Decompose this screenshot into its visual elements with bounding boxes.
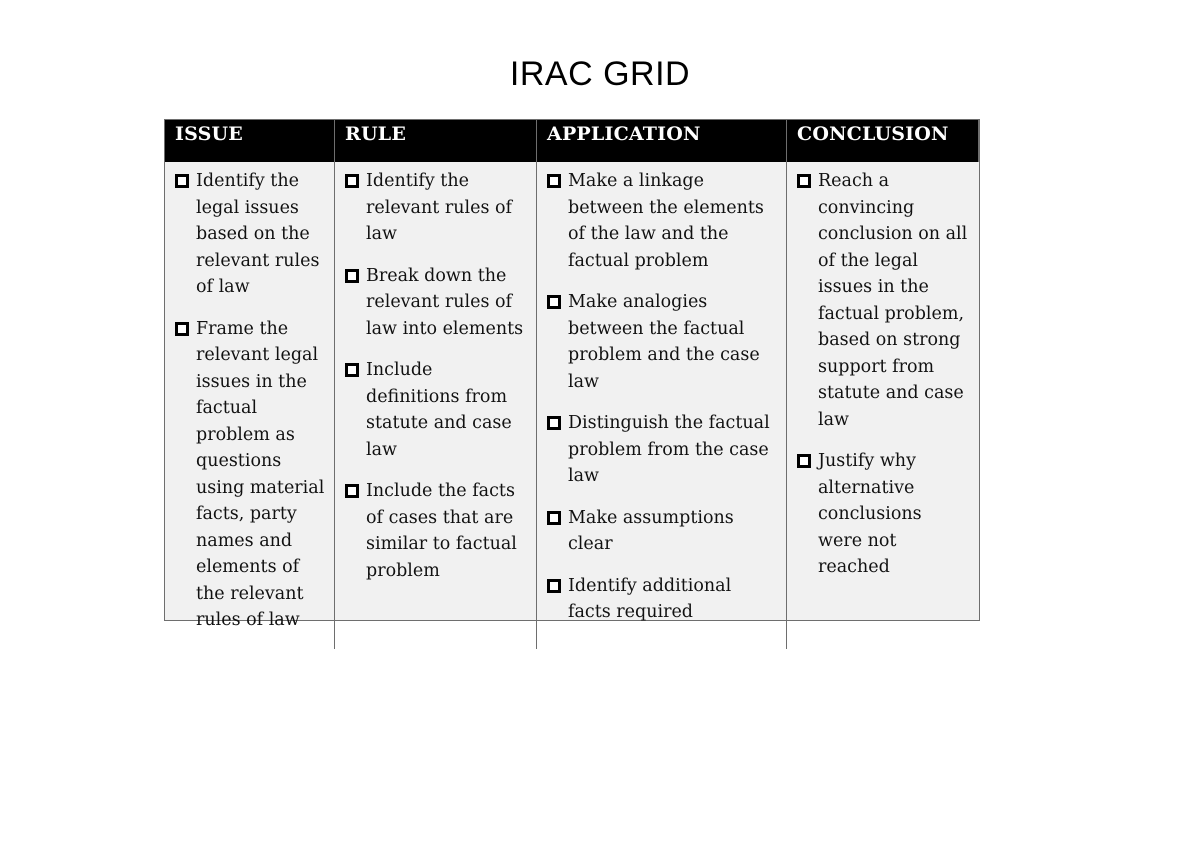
item-text: Identify additional facts required xyxy=(568,575,732,622)
header-application: APPLICATION xyxy=(537,120,787,162)
checkbox-square-icon xyxy=(345,269,359,283)
checkbox-square-icon xyxy=(345,174,359,188)
list-item xyxy=(344,168,528,248)
checkbox-square-icon xyxy=(175,174,189,188)
item-text: Make a linkage between the elements of the law and the factual problem xyxy=(568,171,764,271)
irac-grid-table xyxy=(164,119,980,630)
header-issue: ISSUE xyxy=(165,120,335,162)
item-text: Identify the relevant rules of law xyxy=(366,171,513,244)
list-item xyxy=(174,168,326,301)
cell-conclusion xyxy=(787,162,979,649)
item-text: Break down the relevant rules of law into elements xyxy=(366,265,524,339)
item-text: Include the facts of cases that are similar to factual problem xyxy=(366,481,517,581)
list-item xyxy=(546,505,778,558)
list-item xyxy=(344,263,528,343)
list-item xyxy=(344,357,528,463)
page-title: IRAC GRID xyxy=(509,55,691,93)
item-text: Make assumptions clear xyxy=(568,507,734,554)
item-text: Make analogies between the factual problem and the case law xyxy=(568,292,760,392)
list-item xyxy=(546,168,778,274)
item-text: Frame the relevant legal issues in the factual problem as questions using material facts, party names and elements of the relevant rules of law xyxy=(196,318,325,630)
item-text: Identify the legal issues based on the relevant rules of law xyxy=(196,171,320,297)
checkbox-square-icon xyxy=(345,363,359,377)
item-text: Distinguish the factual problem from the case law xyxy=(568,413,770,486)
checkbox-square-icon xyxy=(547,295,561,309)
cell-application xyxy=(537,162,787,649)
cell-issue xyxy=(165,162,335,649)
item-text: Justify why alternative conclusions were not reached xyxy=(818,451,922,577)
list-item xyxy=(174,316,326,634)
list-item xyxy=(546,410,778,490)
checkbox-square-icon xyxy=(547,579,561,593)
checkbox-square-icon xyxy=(175,322,189,336)
cell-rule xyxy=(335,162,537,649)
checkbox-square-icon xyxy=(547,416,561,430)
checkbox-square-icon xyxy=(797,454,811,468)
header-rule: RULE xyxy=(335,120,537,162)
list-item xyxy=(546,289,778,395)
item-text: Reach a convincing conclusion on all of the legal issues in the factual problem, based on strong support from statute and case law xyxy=(818,171,968,430)
checkbox-square-icon xyxy=(547,511,561,525)
list-item xyxy=(796,168,971,433)
list-item xyxy=(796,448,971,581)
item-text: Include definitions from statute and case law xyxy=(366,360,512,460)
checkbox-square-icon xyxy=(547,174,561,188)
list-item xyxy=(344,478,528,584)
checkbox-square-icon xyxy=(345,484,359,498)
checkbox-square-icon xyxy=(797,174,811,188)
header-conclusion: CONCLUSION xyxy=(787,120,979,162)
list-item xyxy=(546,573,778,626)
